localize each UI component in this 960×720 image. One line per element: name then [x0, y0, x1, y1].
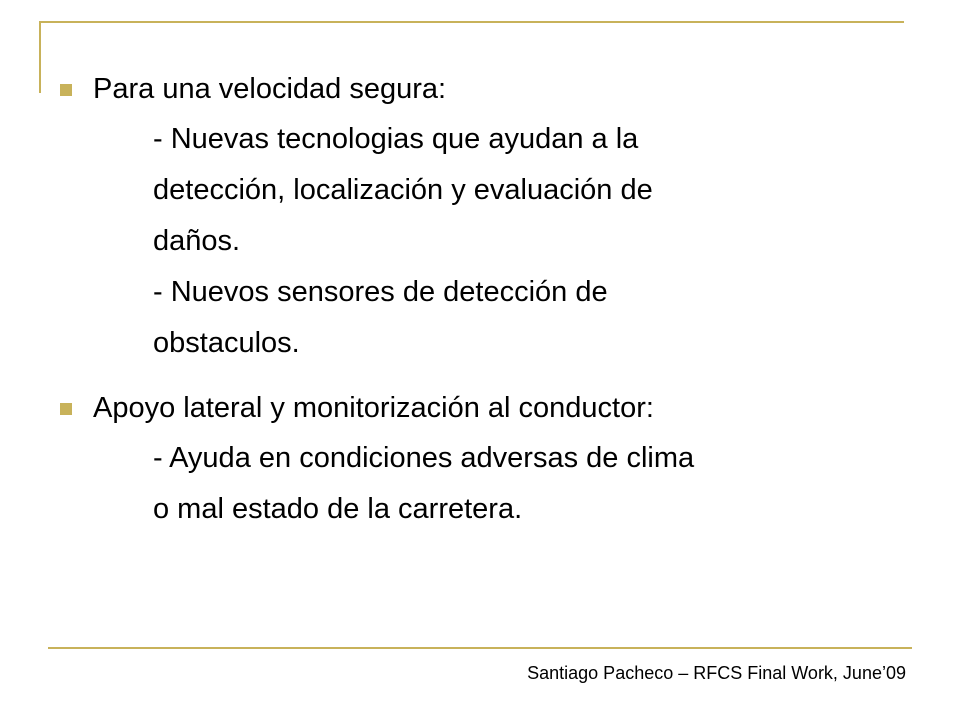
- bullet-item: [60, 383, 920, 535]
- bullet-detail-line: o mal estado de la carretera.: [153, 493, 523, 525]
- bullet-title: Apoyo lateral y monitorización al conductor:: [93, 392, 654, 424]
- bullet-square-icon: [60, 84, 72, 96]
- bullet-title: Para una velocidad segura:: [93, 73, 447, 105]
- bullet-detail-line: - Nuevas tecnologias que ayudan a la: [153, 123, 639, 155]
- bullet-detail-line: - Ayuda en condiciones adversas de clima: [153, 442, 695, 474]
- bullet-item: [60, 64, 920, 369]
- slide-content: [60, 64, 920, 549]
- bullet-detail-line: - Nuevos sensores de detección de: [153, 276, 608, 308]
- bullet-detail-line: detección, localización y evaluación de: [153, 174, 653, 206]
- frame-top-rule: [39, 21, 904, 23]
- bullet-square-icon: [60, 403, 72, 415]
- bullet-detail-line: daños.: [153, 225, 241, 257]
- bullet-detail-line: obstaculos.: [153, 327, 300, 359]
- footer-credit: Santiago Pacheco – RFCS Final Work, June’09: [527, 663, 906, 683]
- footer-rule: [48, 647, 912, 649]
- frame-left-rule: [39, 21, 41, 93]
